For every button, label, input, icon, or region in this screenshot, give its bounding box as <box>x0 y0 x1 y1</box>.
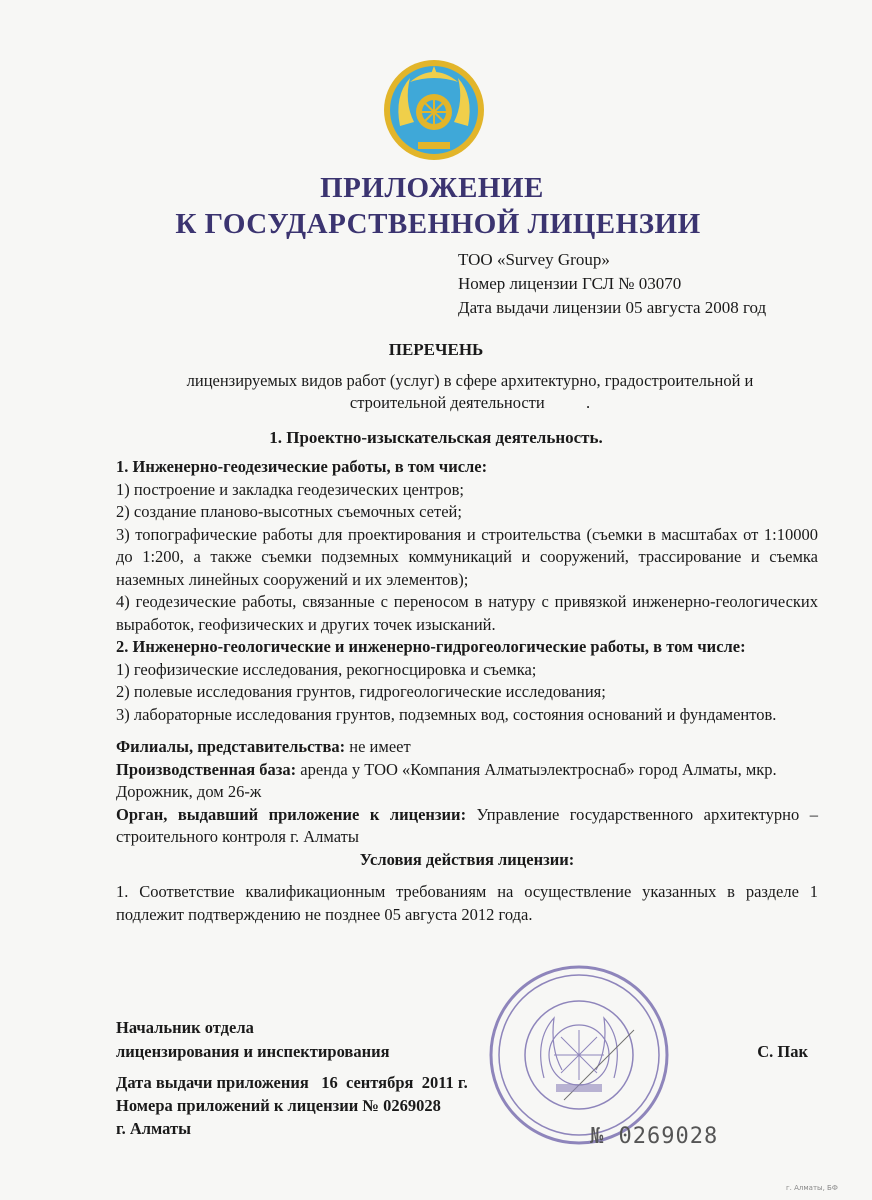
appendix-numbers: Номера приложений к лицензии № 0269028 <box>116 1096 441 1115</box>
license-info <box>458 248 868 320</box>
branches-value: не имеет <box>345 737 411 756</box>
issuer-value: Управление государственного архитектурно – строительного контроля г. Алматы <box>116 804 818 846</box>
base-line <box>116 759 818 804</box>
section-heading: 1. Проектно-изыскательская деятельность. <box>269 428 603 447</box>
branches-line <box>116 736 818 759</box>
issuer-label: Орган, выдавший приложение к лицензии: <box>116 804 467 824</box>
position-line-2: лицензирования и инспектирования <box>116 1042 390 1061</box>
geological-heading: 2. Инженерно-геологические и инженерно-гидрогеологические работы, в том числе: <box>116 637 746 656</box>
base-label: Производственная база: <box>116 759 297 779</box>
geological-item-1: 1) геофизические исследования, рекогносцировка и съемка; <box>116 659 537 679</box>
geodetic-heading: 1. Инженерно-геодезические работы, в том числе: <box>116 457 488 476</box>
list-subtitle-line-2: строительной деятельности . <box>349 393 591 412</box>
geological-item-3: 3) лабораторные исследования грунтов, подземных вод, состояния оснований и фундаментов. <box>116 704 777 724</box>
signature-block <box>116 1016 818 1064</box>
company-name: ТОО «Survey Group» <box>458 250 610 269</box>
base-value: аренда у ТОО «Компания Алматыэлектроснаб» город Алматы, мкр. Дорожник, дом 26-ж <box>116 759 777 801</box>
state-emblem-icon <box>380 56 488 164</box>
issue-city: г. Алматы <box>116 1119 191 1138</box>
list-heading: ПЕРЕЧЕНЬ <box>388 340 484 359</box>
signer-name: С. Пак <box>757 1042 808 1061</box>
geological-item-2: 2) полевые исследования грунтов, гидрогеологические исследования; <box>116 682 606 701</box>
license-date: Дата выдачи лицензии 05 августа 2008 год <box>458 298 767 317</box>
issue-block <box>116 1071 636 1140</box>
document-body <box>116 456 818 926</box>
conditions-heading: Условия действия лицензии: <box>359 849 575 869</box>
list-subtitle <box>110 370 830 414</box>
list-subtitle-line-1: лицензируемых видов работ (услуг) в сфере архитектурно, градостроительной и <box>186 371 754 390</box>
issuer-line <box>116 804 818 849</box>
geodetic-item-3: 3) топографические работы для проектирования и строительства (съемки в масштабах от 1:10000 до 1:200, а также съемки подземных коммуникаций и сооружений, трассирование и съемка наземных линейных сооружений и их элементов); <box>116 524 818 589</box>
position-line-1: Начальник отдела <box>116 1018 254 1037</box>
appendix-issue-date: Дата выдачи приложения 16 сентября 2011 г. <box>116 1073 468 1092</box>
title-line-2: К ГОСУДАРСТВЕННОЙ ЛИЦЕНЗИИ <box>175 208 701 240</box>
conditions-text: 1. Соответствие квалификационным требованиям на осуществление указанных в разделе 1 подлежит подтверждению не позднее 05 августа 2012 года. <box>116 882 818 924</box>
geodetic-item-2: 2) создание планово-высотных съемочных сетей; <box>116 502 462 521</box>
serial-number: № 0269028 <box>590 1124 719 1149</box>
branches-label: Филиалы, представительства: <box>116 737 346 756</box>
license-number: Номер лицензии ГСЛ № 03070 <box>458 274 682 293</box>
title-line-1: ПРИЛОЖЕНИЕ <box>320 172 544 204</box>
printer-mark: г. Алматы, БФ <box>786 1184 838 1192</box>
geodetic-item-4: 4) геодезические работы, связанные с переносом в натуру с привязкой инженерно-геологических выработок, геофизических и других точек изысканий. <box>116 592 818 634</box>
geodetic-item-1: 1) построение и закладка геодезических центров; <box>116 479 464 499</box>
